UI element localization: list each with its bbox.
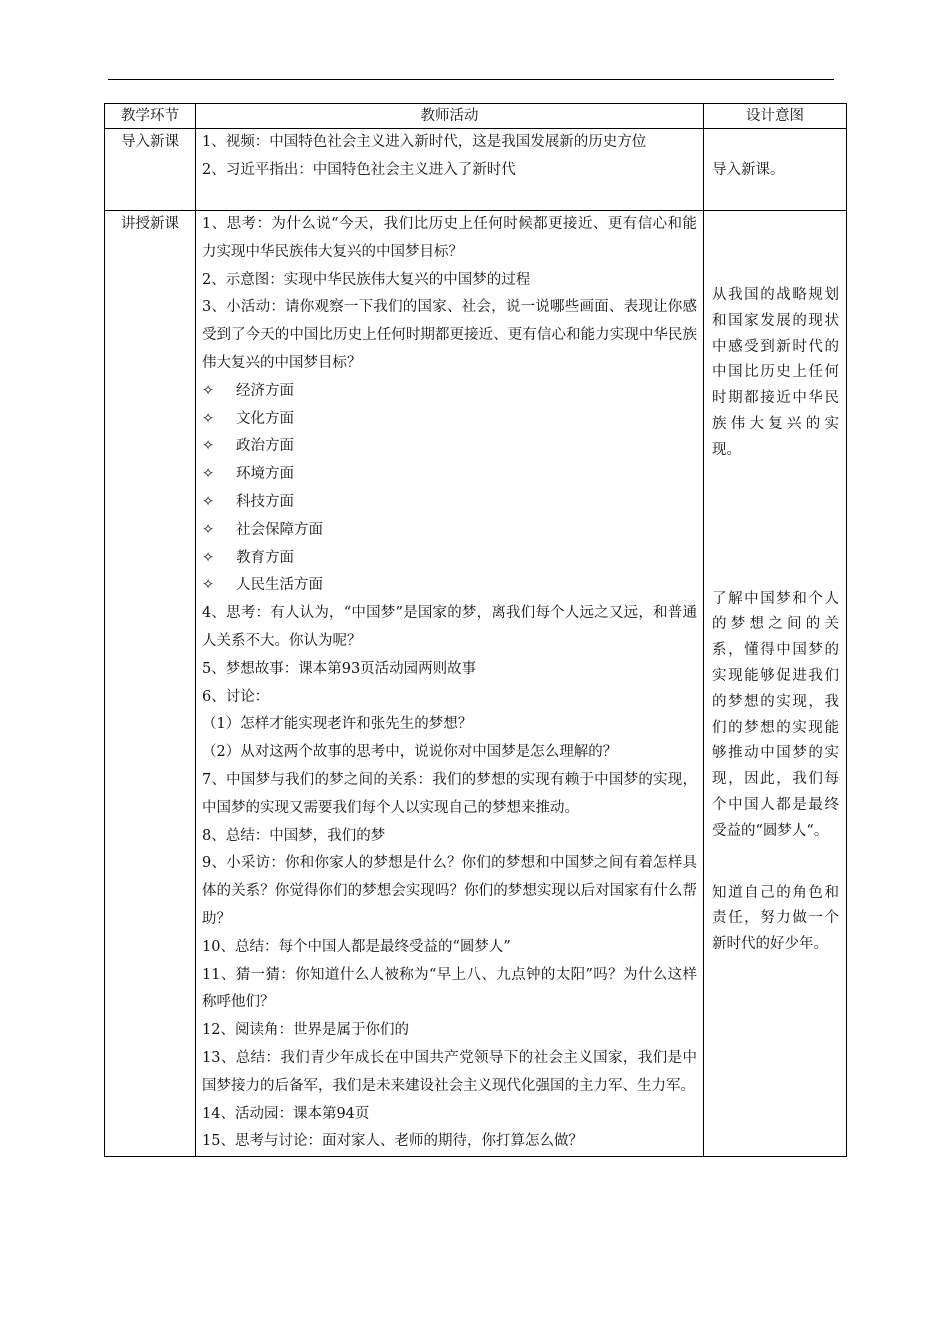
star-bullet-icon: ✧ xyxy=(202,410,215,427)
intent-1: 从我国的战略规划和国家发展的现状中感受到新时代的中国比历史上任何时期都接近中华民族伟大复兴的实现。 xyxy=(712,287,839,458)
bullet-item: ✧ 环境方面 xyxy=(202,461,697,489)
activity-15: 15、思考与讨论：面对家人、老师的期待，你打算怎么做？ xyxy=(202,1133,583,1150)
table-header-row xyxy=(105,104,847,129)
activity-4: 4、思考：有人认为，“中国梦”是国家的梦，离我们每个人远之又远，和普通人关系不大。你认为呢？ xyxy=(202,605,697,649)
activity-11: 11、猜一猜：你知道什么人被称为“早上八、九点钟的太阳”吗？为什么这样称呼他们？ xyxy=(202,966,697,1011)
stage-new-lesson: 讲授新课 xyxy=(105,211,196,1157)
activity-6-question-1: （1）怎样才能实现老许和张先生的梦想？ xyxy=(202,716,473,733)
activity-10: 10、总结：每个中国人都是最终受益的“圆梦人” xyxy=(202,938,511,955)
star-bullet-icon: ✧ xyxy=(202,438,215,455)
activity-7: 7、中国梦与我们的梦之间的关系：我们的梦想的实现有赖于中国梦的实现，中国梦的实现又需要我们每个人以实现自己的梦想来推动。 xyxy=(202,771,697,816)
star-bullet-icon: ✧ xyxy=(202,577,215,594)
bullet-item: ✧ 人民生活方面 xyxy=(202,572,697,600)
star-bullet-icon: ✧ xyxy=(202,521,215,538)
star-bullet-icon: ✧ xyxy=(202,493,215,510)
stage-intro: 导入新课 xyxy=(105,129,196,211)
activity-14: 14、活动园：课本第94页 xyxy=(202,1105,370,1122)
bullet-item: ✧ 文化方面 xyxy=(202,406,697,434)
activity-2: 2、示意图：实现中华民族伟大复兴的中国梦的过程 xyxy=(202,271,531,288)
bullet-item: ✧ 科技方面 xyxy=(202,489,697,517)
intent-3: 知道自己的角色和责任，努力做一个新时代的好少年。 xyxy=(712,884,839,953)
activity-13: 13、总结：我们青少年成长在中国共产党领导下的社会主义国家，我们是中国梦接力的后备军，我们是未来建设社会主义现代化强国的主力军、生力军。 xyxy=(202,1049,697,1094)
header-rule xyxy=(108,79,834,80)
activity-1: 1、思考：为什么说“今天，我们比历史上任何时候都更接近、更有信心和能力实现中华民族伟大复兴的中国梦目标？ xyxy=(202,216,697,260)
new-lesson-intent-cell xyxy=(704,211,847,1157)
table-row xyxy=(105,129,847,211)
star-bullet-icon: ✧ xyxy=(202,466,215,483)
intro-activities xyxy=(196,129,704,211)
activity-12: 12、阅读角：世界是属于你们的 xyxy=(202,1022,409,1039)
star-bullet-icon: ✧ xyxy=(202,549,215,566)
activity-6: 6、讨论： xyxy=(202,688,270,705)
activity-5: 5、梦想故事：课本第93页活动园两则故事 xyxy=(202,660,477,677)
intro-intent-cell xyxy=(704,129,847,211)
activity-8: 8、总结：中国梦，我们的梦 xyxy=(202,827,386,844)
intro-line-2: 2、习近平指出：中国特色社会主义进入了新时代 xyxy=(202,161,516,178)
bullet-item: ✧ 教育方面 xyxy=(202,545,697,573)
new-lesson-activities xyxy=(196,211,704,1157)
intro-intent: 导入新课。 xyxy=(712,161,785,178)
star-bullet-icon: ✧ xyxy=(202,382,215,399)
activity-3: 3、小活动：请你观察一下我们的国家、社会，说一说哪些画面、表现让你感受到了今天的中国比历史上任何时期都更接近、更有信心和能力实现中华民族伟大复兴的中国梦目标？ xyxy=(202,299,697,371)
header-teacher-activity: 教师活动 xyxy=(196,104,704,129)
table-row xyxy=(105,211,847,1157)
bullet-item: ✧ 社会保障方面 xyxy=(202,517,697,545)
intro-line-1: 1、视频：中国特色社会主义进入新时代，这是我国发展新的历史方位 xyxy=(202,134,647,150)
header-stage: 教学环节 xyxy=(105,104,196,129)
intent-2: 了解中国梦和个人的梦想之间的关系，懂得中国梦的实现能够促进我们的梦想的实现，我们的梦想的实现能够推动中国梦的实现，因此，我们每个中国人都是最终受益的“圆梦人“。 xyxy=(712,590,839,839)
header-design-intent: 设计意图 xyxy=(704,104,847,129)
lesson-plan-table xyxy=(104,103,847,1157)
activity-6-question-2: （2）从对这两个故事的思考中，说说你对中国梦是怎么理解的？ xyxy=(202,744,618,761)
bullet-item: ✧ 经济方面 xyxy=(202,378,697,406)
activity-9: 9、小采访：你和你家人的梦想是什么？你们的梦想和中国梦之间有着怎样具体的关系？你觉得你们的梦想会实现吗？你们的梦想实现以后对国家有什么帮助？ xyxy=(202,855,697,927)
bullet-item: ✧ 政治方面 xyxy=(202,433,697,461)
